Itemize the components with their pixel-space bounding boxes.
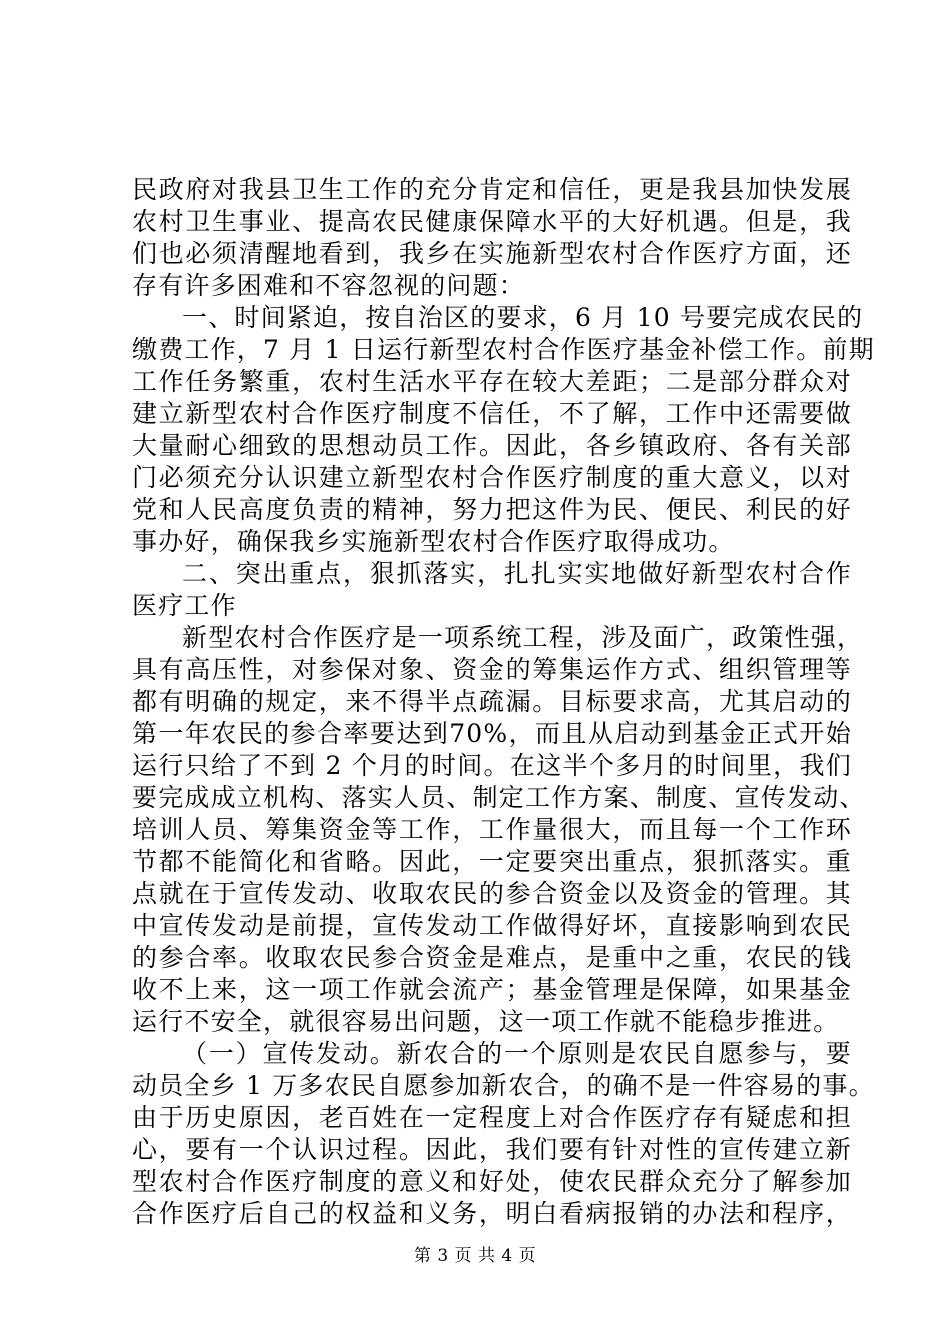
- body-text: [132, 174, 875, 1230]
- text-line: 工作任务繁重，农村生活水平存在较大差距；二是部分群众对: [132, 367, 852, 396]
- text-line: 动员全乡 1 万多农民自愿参加新农合，的确不是一件容易的事。: [132, 1071, 875, 1100]
- text-line: 存有许多困难和不容忽视的问题：: [132, 271, 526, 300]
- text-line: 的参合率。收取农民参合资金是难点，是重中之重，农民的钱: [132, 943, 852, 972]
- text-line: 事办好，确保我乡实施新型农村合作医疗取得成功。: [132, 527, 735, 556]
- text-line: 大量耐心细致的思想动员工作。因此，各乡镇政府、各有关部: [132, 431, 852, 460]
- text-line: 第一年农民的参合率要达到70%，而且从启动到基金正式开始: [132, 719, 852, 748]
- text-line: 要完成成立机构、落实人员、制定工作方案、制度、宣传发动、: [132, 783, 866, 812]
- text-line: 新型农村合作医疗是一项系统工程，涉及面广，政策性强，: [182, 623, 864, 652]
- section-heading: 医疗工作: [132, 591, 237, 620]
- text-line: 心，要有一个认识过程。因此，我们要有针对性的宣传建立新: [132, 1135, 852, 1164]
- text-line: 门必须充分认识建立新型农村合作医疗制度的重大意义，以对: [132, 463, 852, 492]
- text-line: 农村卫生事业、提高农民健康保障水平的大好机遇。但是，我: [132, 207, 852, 236]
- text-line: 型农村合作医疗制度的意义和好处，使农民群众充分了解参加: [132, 1167, 852, 1196]
- text-line: 都有明确的规定，来不得半点疏漏。目标要求高，尤其启动的: [132, 687, 852, 716]
- text-line: 由于历史原因，老百姓在一定程度上对合作医疗存有疑虑和担: [132, 1103, 852, 1132]
- text-line: 点就在于宣传发动、收取农民的参合资金以及资金的管理。其: [132, 879, 852, 908]
- text-line: 建立新型农村合作医疗制度不信任，不了解，工作中还需要做: [132, 399, 852, 428]
- text-line: 们也必须清醒地看到，我乡在实施新型农村合作医疗方面，还: [132, 239, 852, 268]
- text-line: 缴费工作，7 月 1 日运行新型农村合作医疗基金补偿工作。前期: [132, 335, 875, 364]
- text-line: 合作医疗后自己的权益和义务，明白看病报销的办法和程序，: [132, 1199, 852, 1228]
- page-footer: [0, 1245, 950, 1267]
- text-line: 收不上来，这一项工作就会流产；基金管理是保障，如果基金: [132, 975, 852, 1004]
- section-heading: 二、突出重点，狠抓落实，扎扎实实地做好新型农村合作: [182, 559, 852, 588]
- text-line: 节都不能简化和省略。因此，一定要突出重点，狠抓落实。重: [132, 847, 852, 876]
- page-number-label: 第 3 页 共 4 页: [413, 1246, 537, 1266]
- text-line: 运行不安全，就很容易出问题，这一项工作就不能稳步推进。: [132, 1007, 840, 1036]
- text-line: 培训人员、筹集资金等工作，工作量很大，而且每一个工作环: [132, 815, 852, 844]
- text-line: 运行只给了不到 2 个月的时间。在这半个多月的时间里，我们: [132, 751, 852, 780]
- text-line: 民政府对我县卫生工作的充分肯定和信任，更是我县加快发展: [132, 175, 852, 204]
- text-line: 具有高压性，对参保对象、资金的筹集运作方式、组织管理等: [132, 655, 852, 684]
- text-line: （一）宣传发动。新农合的一个原则是农民自愿参与，要: [182, 1039, 852, 1068]
- text-line: 中宣传发动是前提，宣传发动工作做得好坏，直接影响到农民: [132, 911, 852, 940]
- text-line: 一、时间紧迫，按自治区的要求，6 月 10 号要完成农民的: [182, 303, 864, 332]
- text-line: 党和人民高度负责的精神，努力把这件为民、便民、利民的好: [132, 495, 852, 524]
